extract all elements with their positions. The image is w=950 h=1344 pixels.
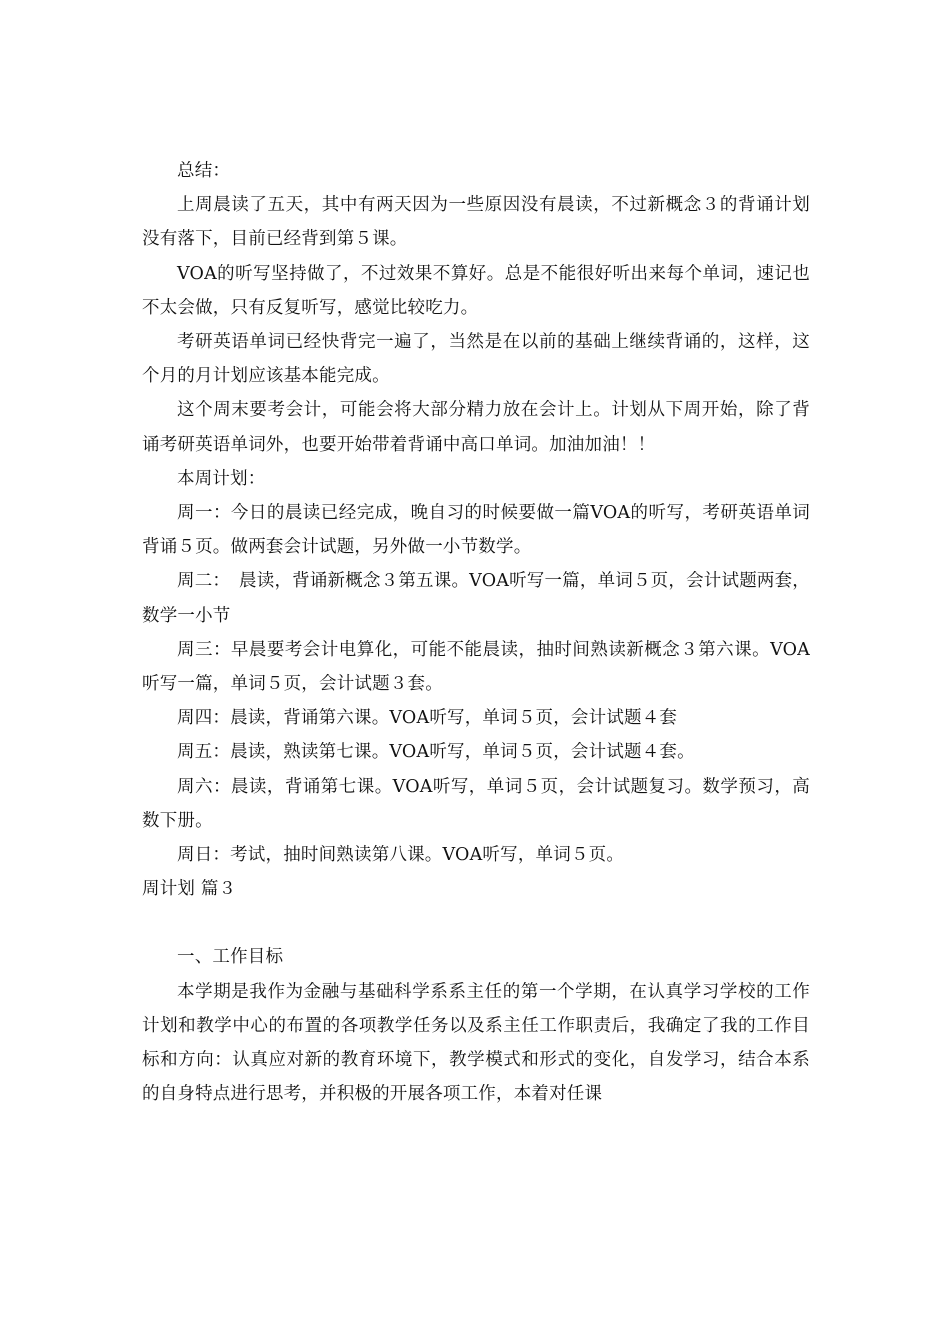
plan-wednesday: 周三：早晨要考会计电算化，可能不能晨读，抽时间熟读新概念３第六课。VOA听写一篇，单词５页，会计试题３套。 bbox=[142, 639, 810, 695]
plan-friday: 周五：晨读，熟读第七课。VOA听写，单词５页，会计试题４套。 bbox=[177, 742, 695, 763]
section-spacer bbox=[142, 906, 810, 940]
summary-paragraph-2: VOA的听写坚持做了，不过效果不算好。总是不能很好听出来每个单词，速记也不太会做，只有反复听写，感觉比较吃力。 bbox=[142, 263, 810, 318]
plan-tuesday: 周二： 晨读，背诵新概念３第五课。VOA听写一篇，单词５页，会计试题两套，数学一小节 bbox=[142, 571, 810, 626]
summary-paragraph-1: 上周晨读了五天，其中有两天因为一些原因没有晨读，不过新概念３的背诵计划没有落下，目前已经背到第５课。 bbox=[142, 195, 810, 250]
plan-heading: 本周计划： bbox=[177, 468, 266, 489]
plan-sunday: 周日：考试，抽时间熟读第八课。VOA听写，单词５页。 bbox=[177, 845, 625, 866]
document-body bbox=[142, 154, 810, 1111]
section-title: 周计划 篇３ bbox=[142, 879, 237, 900]
summary-paragraph-3: 考研英语单词已经快背完一遍了，当然是在以前的基础上继续背诵的，这样，这个月的月计划应该基本能完成。 bbox=[142, 332, 810, 387]
summary-paragraph-4: 这个周末要考会计，可能会将大部分精力放在会计上。计划从下周开始，除了背诵考研英语单词外，也要开始带着背诵中高口单词。加油加油！！ bbox=[142, 400, 810, 455]
summary-heading: 总结： bbox=[177, 161, 231, 181]
goal-heading: 一、工作目标 bbox=[177, 947, 284, 968]
goal-paragraph-1: 本学期是我作为金融与基础科学系系主任的第一个学期，在认真学习学校的工作计划和教学中心的布置的各项教学任务以及系主任工作职责后，我确定了我的工作目标和方向：认真应对新的教育环境下，教学模式和形式的变化，自发学习，结合本系的自身特点进行思考，并积极的开展各项工作，本着对任课 bbox=[142, 981, 810, 1105]
plan-monday: 周一：今日的晨读已经完成，晚自习的时候要做一篇VOA的听写，考研英语单词背诵５页。做两套会计试题，另外做一小节数学。 bbox=[142, 503, 810, 558]
plan-saturday: 周六：晨读，背诵第七课。VOA听写，单词５页，会计试题复习。数学预习，高数下册。 bbox=[142, 776, 810, 831]
plan-thursday: 周四：晨读，背诵第六课。VOA听写，单词５页，会计试题４套 bbox=[177, 708, 678, 729]
